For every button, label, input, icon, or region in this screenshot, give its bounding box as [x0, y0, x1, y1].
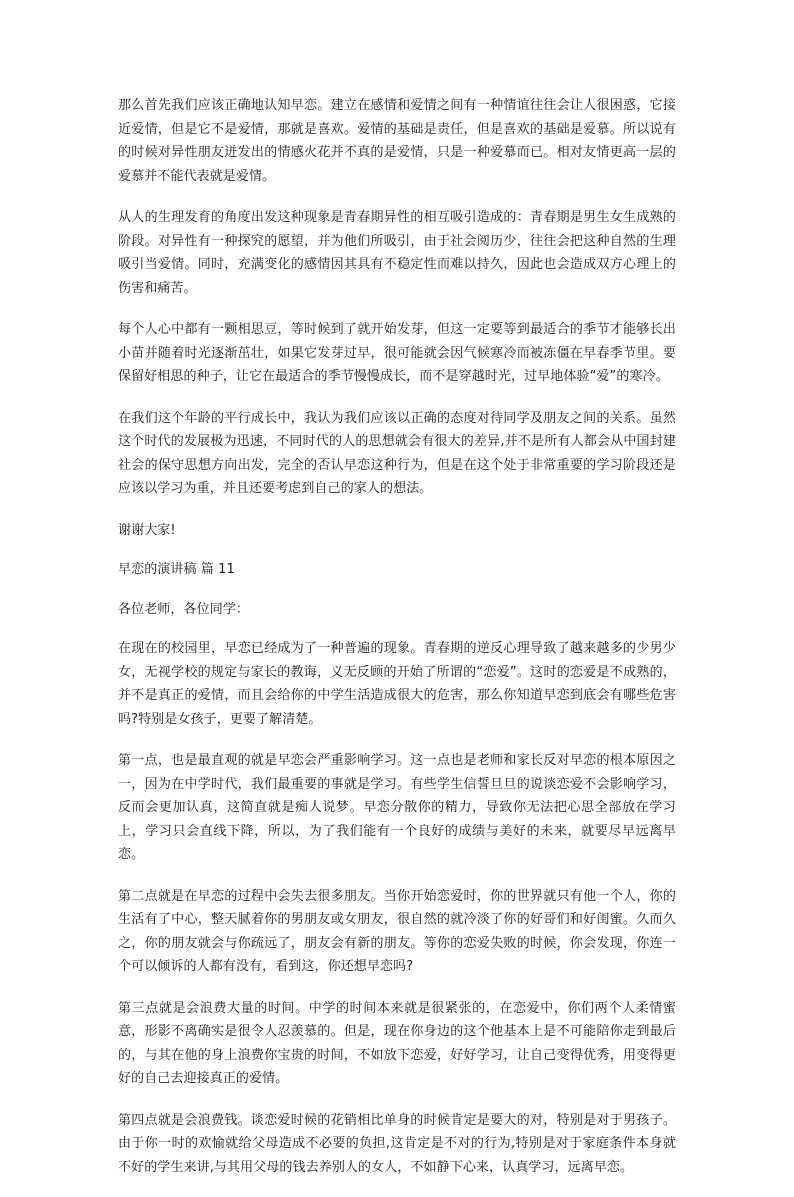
- paragraph-attitude: 在我们这个年龄的平行成长中，我认为我们应该以正确的态度对待同学及朋友之间的关系。虽然这个时代的发展极为迅速，不同时代的人的思想就会有很大的差异,并不是所有人都会从中国封建社会的保守思想方向出发，完全的否认早恋这种行为，但是在这个处于非常重要的学习阶段还是应该以学习为重，并且还要考虑到自己的家人的想法。: [118, 410, 676, 496]
- paragraph-intro: 在现在的校园里，早恋已经成为了一种普遍的现象。青春期的逆反心理导致了越来越多的少男少女，无视学校的规定与家长的教诲，义无反顾的开始了所谓的“恋爱”。这时的恋爱是不成熟的，并不是真正的爱情，而且会给你的中学生活造成很大的危害，那么你知道早恋到底会有哪些危害吗?特别是女孩子，更要了解清楚。: [118, 641, 676, 727]
- section-heading: 早恋的演讲稿 篇 11: [118, 562, 235, 577]
- paragraph-lovebean: 每个人心中都有一颗相思豆，等时候到了就开始发芽，但这一定要等到最适合的季节才能够长出小苗并随着时光逐渐茁壮，如果它发芽过早，很可能就会因气候寒冷而被冻僵在早春季节里。要保留好相思的种子，让它在最适合的季节慢慢成长，而不是穿越时光，过早地体验“爱”的寒冷。: [118, 322, 676, 384]
- paragraph-point-one: 第一点，也是最直观的就是早恋会严重影响学习。这一点也是老师和家长反对早恋的根本原因之一，因为在中学时代，我们最重要的事就是学习。有些学生信誓旦旦的说谈恋爱不会影响学习，反而会更加认真，这简直就是痴人说梦。早恋分散你的精力，导致你无法把心思全部放在学习上，学习只会直线下降，所以，为了我们能有一个良好的成绩与美好的未来，就要尽早远离早恋。: [118, 753, 676, 862]
- paragraph-cognition: 那么首先我们应该正确地认知早恋。建立在感情和爱情之间有一种情谊往往会让人很困惑，它接近爱情，但是它不是爱情，那就是喜欢。爱情的基础是责任，但是喜欢的基础是爱慕。所以说有的时候对异性朋友迸发出的情感火花并不真的是爱情，只是一种爱慕而已。相对友情更高一层的爱慕并不能代表就是爱情。: [118, 98, 676, 184]
- paragraph-point-four: 第四点就是会浪费钱。谈恋爱时候的花销相比单身的时候肯定是要大的对，特别是对于男孩子。由于你一时的欢愉就给父母造成不必要的负担,这肯定是不对的行为,特别是对于家庭条件本身就不好的学生来讲,与其用父母的钱去养别人的女人，不如静下心来，认真学习，远离早恋。: [118, 1112, 676, 1175]
- paragraph-point-two: 第二点就是在早恋的过程中会失去很多朋友。当你开始恋爱时，你的世界就只有他一个人，你的生活有了中心，整天腻着你的男朋友或女朋友，很自然的就冷淡了你的好哥们和好闺蜜。久而久之，你的朋友就会与你疏远了，朋友会有新的朋友。等你的恋爱失败的时候，你会发现，你连一个可以倾诉的人都有没有，看到这，你还想早恋吗?: [118, 888, 676, 974]
- document-page: [118, 94, 676, 1197]
- paragraph-thanks: 谢谢大家!: [118, 522, 176, 538]
- paragraph-point-three: 第三点就是会浪费大量的时间。中学的时间本来就是很紧张的，在恋爱中，你们两个人柔情蜜意，形影不离确实是很令人忍羡慕的。但是，现在你身边的这个他基本上是不可能陪你走到最后的，与其在他的身上浪费你宝贵的时间，不如放下恋爱，好好学习，让自己变得优秀，用变得更好的自己去迎接真正的爱情。: [118, 1000, 676, 1086]
- paragraph-physiology: 从人的生理发育的角度出发这种现象是青春期异性的相互吸引造成的：青春期是男生女生成熟的阶段。对异性有一种探究的愿望，并为他们所吸引，由于社会阅历少，往往会把这种自然的生理吸引当爱情。同时，充满变化的感情因其具有不稳定性而难以持久，因此也会造成双方心理上的伤害和痛苦。: [118, 210, 676, 296]
- greeting: 各位老师，各位同学：: [118, 601, 250, 617]
